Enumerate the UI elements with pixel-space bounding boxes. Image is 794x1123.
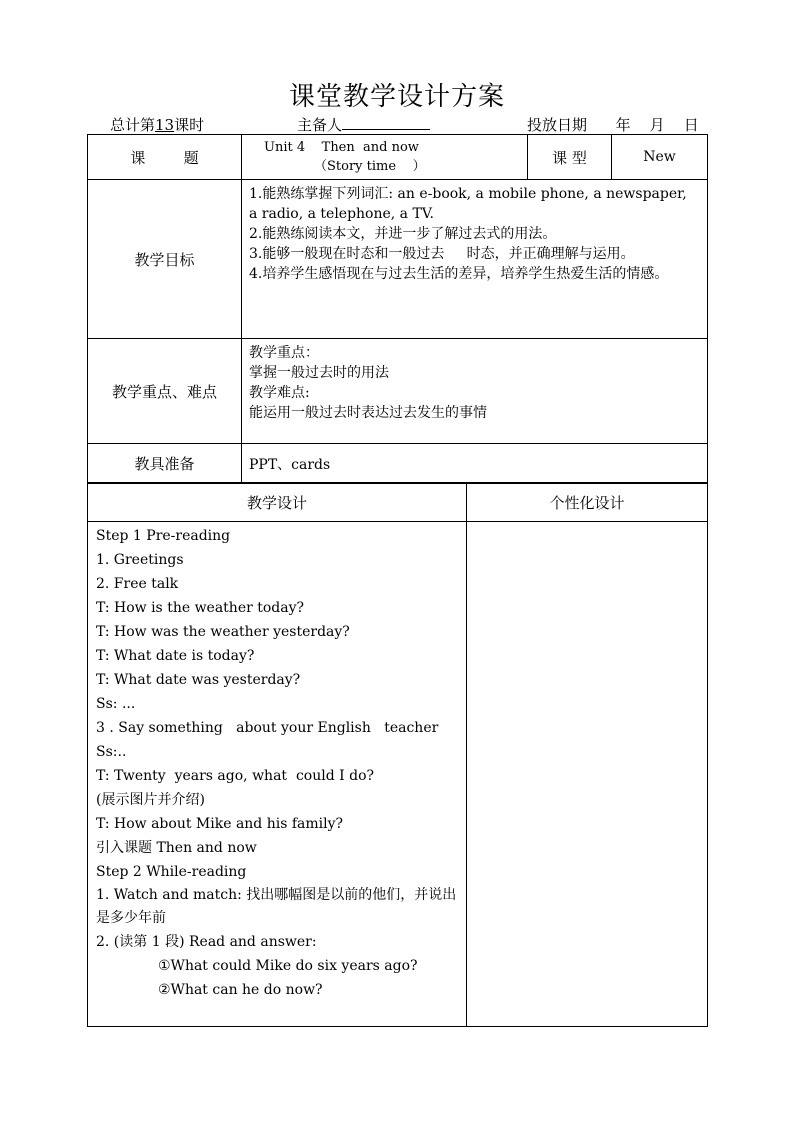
lesson-info-table [87, 134, 708, 484]
design-line: ②What can he do now? [158, 982, 323, 998]
type-value: New [612, 135, 708, 180]
tools-value: PPT、cards [242, 444, 708, 484]
topic-line-2: （Story time ） [314, 159, 426, 174]
type-label: 课 型 [528, 135, 612, 180]
design-line: 引入课题 Then and now [96, 840, 257, 856]
keypoints-cell [242, 339, 708, 444]
personal-design-content[interactable] [467, 522, 708, 1027]
design-line: (展示图片并介绍) [96, 792, 205, 808]
design-line: 1. Greetings [96, 552, 184, 568]
keypoint-line-4: 能运用一般过去时表达过去发生的事情 [249, 405, 487, 421]
design-line: Ss: ... [96, 696, 136, 712]
tools-label: 教具准备 [88, 444, 242, 484]
design-line: ①What could Mike do six years ago? [158, 958, 418, 974]
goal-3: 3.能够一般现在时态和一般过去 时态，并正确理解与运用。 [249, 246, 635, 262]
lesson-count [110, 114, 204, 135]
topic-value [242, 135, 528, 180]
keypoint-line-3: 教学难点: [249, 385, 310, 401]
design-line: T: Twenty years ago, what could I do? [96, 768, 374, 784]
design-line: Step 1 Pre-reading [96, 528, 231, 544]
design-header: 教学设计 [88, 483, 467, 522]
keypoints-label: 教学重点、难点 [88, 339, 242, 444]
design-line: T: What date was yesterday? [96, 672, 301, 688]
design-line: T: What date is today? [96, 648, 255, 664]
goals-label: 教学目标 [88, 180, 242, 339]
personal-design-header: 个性化设计 [467, 483, 708, 522]
topic-line-1: Unit 4 Then and now [264, 140, 419, 155]
goal-4: 4.培养学生感悟现在与过去生活的差异，培养学生热爱生活的情感。 [249, 266, 669, 282]
design-line: 1. Watch and match: 找出哪幅图是以前的他们，并说出是多少年前 [96, 887, 457, 926]
goal-1: 1.能熟练掌握下列词汇: an e-book, a mobile phone, a newspaper, a radio, a telephone, a TV. [249, 186, 687, 222]
keypoint-line-1: 教学重点： [249, 345, 319, 361]
design-line: T: How about Mike and his family? [96, 816, 344, 832]
lesson-count-number: 13 [155, 116, 175, 134]
goal-2: 2.能熟练阅读本文，并进一步了解过去式的用法。 [249, 226, 557, 242]
keypoint-line-2: 掌握一般过去时的用法 [249, 365, 389, 381]
teaching-design-table [87, 482, 708, 1027]
preparer-field [297, 114, 430, 135]
design-line: Ss:.. [96, 744, 127, 760]
document-title: 课堂教学设计方案 [288, 82, 505, 112]
goals-cell [242, 180, 708, 339]
design-line: 2. Free talk [96, 576, 179, 592]
design-content [88, 522, 467, 1027]
lesson-count-prefix: 总计第 [110, 116, 156, 134]
release-date-label: 投放日期 年 月 日 [527, 116, 699, 134]
topic-label: 课 题 [88, 135, 242, 180]
design-line: Step 2 While-reading [96, 864, 247, 880]
design-line: T: How was the weather yesterday? [96, 624, 350, 640]
preparer-blank[interactable] [342, 115, 430, 130]
lesson-count-suffix: 课时 [174, 116, 205, 134]
preparer-label: 主备人 [297, 116, 343, 134]
design-line: 2. (读第 1 段) Read and answer: [96, 934, 317, 950]
design-line: 3 . Say something about your English teacher [96, 720, 439, 736]
design-line: T: How is the weather today? [96, 600, 305, 616]
